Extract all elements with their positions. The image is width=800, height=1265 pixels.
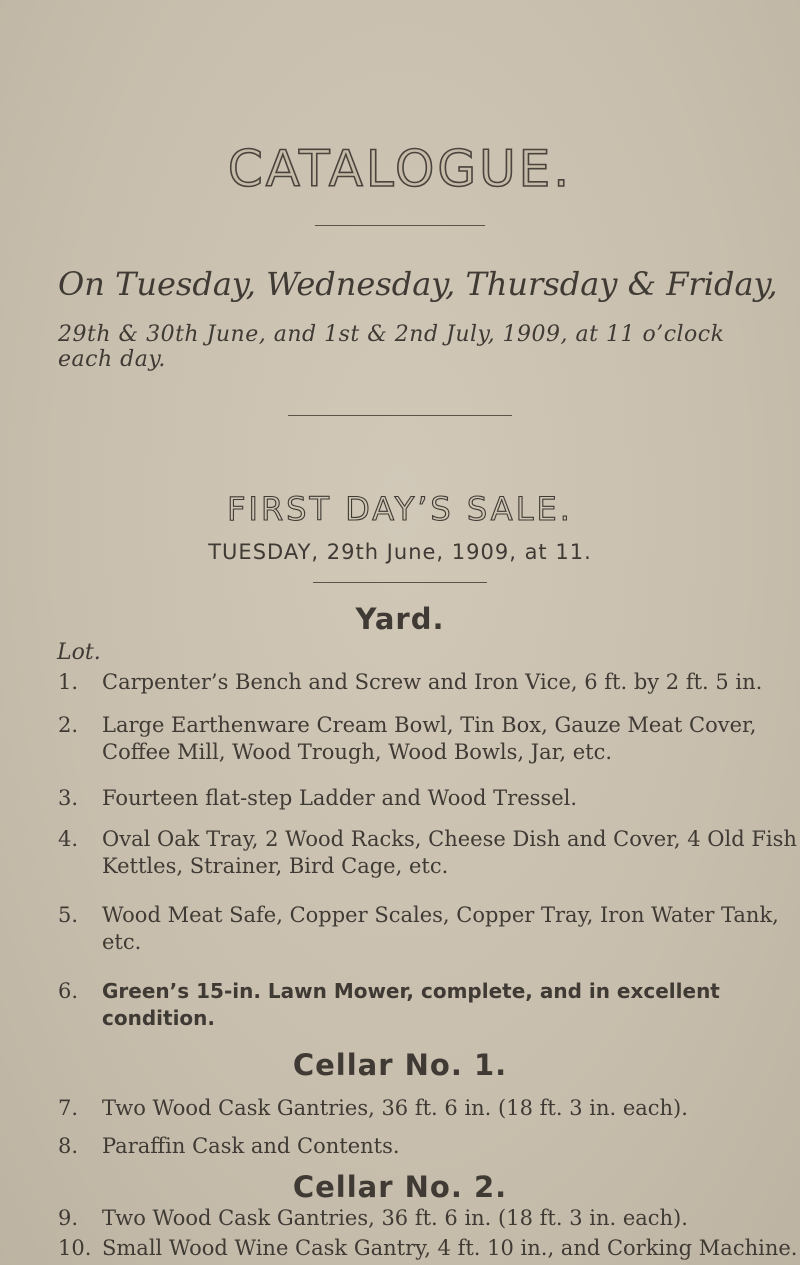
first-day-date: TUESDAY, 29th June, 1909, at 11.: [208, 540, 592, 564]
lot-description: Fourteen flat-step Ladder and Wood Tressel.: [102, 786, 578, 810]
lot-number: 9.: [58, 1206, 79, 1230]
lot-number: 4.: [58, 827, 79, 851]
first-day-heading: FIRST DAY’S SALE.: [227, 490, 573, 528]
lot-number: 10.: [58, 1236, 92, 1260]
lot-number: 1.: [58, 670, 79, 694]
lot-description: Wood Meat Safe, Copper Scales, Copper Tray, Iron Water Tank, etc.: [102, 903, 779, 954]
lot-description: Paraffin Cask and Contents.: [102, 1134, 400, 1158]
intro-rule: [288, 415, 512, 416]
lot-number: 7.: [58, 1096, 79, 1120]
lot-description: Green’s 15-in. Lawn Mower, complete, and in excellent condition.: [102, 979, 720, 1030]
lot-number: 5.: [58, 903, 79, 927]
lot-number: 6.: [58, 979, 79, 1003]
lot-column-label: Lot.: [57, 640, 101, 665]
lot-description: Oval Oak Tray, 2 Wood Racks, Cheese Dish and Cover, 4 Old Fish Kettles, Strainer, Bird Cage, etc.: [102, 827, 797, 878]
lot-description: Large Earthenware Cream Bowl, Tin Box, Gauze Meat Cover, Coffee Mill, Wood Trough, Wood Bowls, Jar, etc.: [102, 713, 757, 764]
sale-days-line: On Tuesday, Wednesday, Thursday & Friday,: [58, 265, 778, 303]
lot-number: 3.: [58, 786, 79, 810]
section-heading-cellar-2: Cellar No. 2.: [292, 1170, 508, 1204]
catalogue-title: CATALOGUE.: [227, 140, 573, 198]
lot-number: 8.: [58, 1134, 79, 1158]
sale-dates-line: 29th & 30th June, and 1st & 2nd July, 1909, at 11 o’clock each day.: [58, 322, 725, 372]
lot-description: Two Wood Cask Gantries, 36 ft. 6 in. (18 ft. 3 in. each).: [102, 1206, 688, 1230]
lot-description: Small Wood Wine Cask Gantry, 4 ft. 10 in., and Corking Machine.: [102, 1236, 798, 1260]
section-heading-yard: Yard.: [355, 602, 445, 636]
date-rule: [313, 582, 487, 583]
title-rule: [315, 225, 485, 226]
lot-description: Carpenter’s Bench and Screw and Iron Vice, 6 ft. by 2 ft. 5 in.: [102, 670, 763, 694]
section-heading-cellar-1: Cellar No. 1.: [292, 1048, 508, 1082]
lot-number: 2.: [58, 713, 79, 737]
lot-description: Two Wood Cask Gantries, 36 ft. 6 in. (18 ft. 3 in. each).: [102, 1096, 688, 1120]
